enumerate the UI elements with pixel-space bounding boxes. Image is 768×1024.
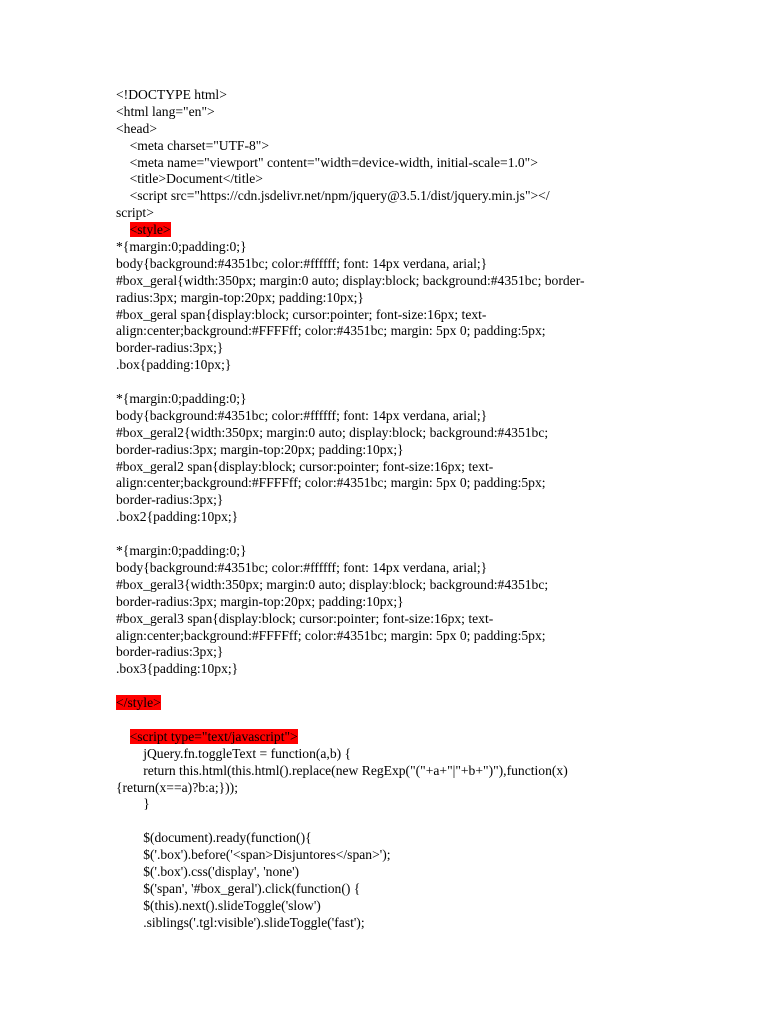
code-line: jQuery.fn.toggleText = function(a,b) { bbox=[116, 745, 352, 761]
highlighted-tag: </style> bbox=[116, 695, 161, 711]
code-line: #box_geral2{width:350px; margin:0 auto; display:block; background:#4351bc; bbox=[116, 424, 549, 440]
code-line bbox=[116, 712, 676, 729]
code-line: .box3{padding:10px;} bbox=[116, 661, 239, 677]
code-line: border-radius:3px;} bbox=[116, 340, 224, 356]
code-line bbox=[116, 374, 676, 391]
code-line: align:center;background:#FFFFff; color:#4351bc; margin: 5px 0; padding:5px; bbox=[116, 475, 546, 491]
code-line: .box{padding:10px;} bbox=[116, 357, 232, 373]
code-line: #box_geral{width:350px; margin:0 auto; display:block; background:#4351bc; border- bbox=[116, 272, 585, 288]
code-line: #box_geral3{width:350px; margin:0 auto; display:block; background:#4351bc; bbox=[116, 576, 549, 592]
code-line bbox=[116, 729, 676, 746]
code-line: #box_geral span{display:block; cursor:pointer; font-size:16px; text- bbox=[116, 306, 487, 322]
code-line bbox=[116, 222, 676, 239]
code-line: radius:3px; margin-top:20px; padding:10px;} bbox=[116, 289, 364, 305]
code-line: *{margin:0;padding:0;} bbox=[116, 391, 247, 407]
code-line: body{background:#4351bc; color:#ffffff; font: 14px verdana, arial;} bbox=[116, 255, 488, 271]
code-line: $('span', '#box_geral').click(function() { bbox=[116, 880, 361, 896]
code-line: $('.box').css('display', 'none') bbox=[116, 863, 300, 879]
code-line: script> bbox=[116, 205, 154, 221]
code-line: #box_geral2 span{display:block; cursor:pointer; font-size:16px; text- bbox=[116, 458, 494, 474]
code-line: {return(x==a)?b:a;})); bbox=[116, 779, 238, 795]
code-line: .box2{padding:10px;} bbox=[116, 509, 239, 525]
code-line bbox=[116, 678, 676, 695]
code-line: <head> bbox=[116, 120, 157, 136]
code-line: <meta name="viewport" content="width=device-width, initial-scale=1.0"> bbox=[116, 154, 538, 170]
code-line bbox=[116, 526, 676, 543]
code-line: <title>Document</title> bbox=[116, 171, 263, 187]
code-line: *{margin:0;padding:0;} bbox=[116, 239, 247, 255]
code-line: <meta charset="UTF-8"> bbox=[116, 137, 270, 153]
code-line bbox=[116, 695, 676, 712]
code-line: border-radius:3px;} bbox=[116, 492, 224, 508]
code-line: <!DOCTYPE html> bbox=[116, 87, 227, 102]
code-listing bbox=[116, 87, 676, 932]
line-indent bbox=[116, 222, 130, 237]
code-line: return this.html(this.html().replace(new RegExp("("+a+"|"+b+")"),function(x) bbox=[116, 762, 568, 778]
code-line: } bbox=[116, 796, 150, 812]
code-line: $(document).ready(function(){ bbox=[116, 830, 312, 846]
highlighted-tag: <script type="text/javascript"> bbox=[129, 728, 298, 744]
code-line: border-radius:3px;} bbox=[116, 644, 224, 660]
code-line: border-radius:3px; margin-top:20px; padding:10px;} bbox=[116, 593, 404, 609]
code-line: border-radius:3px; margin-top:20px; padding:10px;} bbox=[116, 441, 404, 457]
code-line: body{background:#4351bc; color:#ffffff; font: 14px verdana, arial;} bbox=[116, 407, 488, 423]
code-line: $(this).next().slideToggle('slow') bbox=[116, 897, 321, 913]
line-indent bbox=[116, 729, 130, 744]
code-line: #box_geral3 span{display:block; cursor:pointer; font-size:16px; text- bbox=[116, 610, 494, 626]
code-line: body{background:#4351bc; color:#ffffff; font: 14px verdana, arial;} bbox=[116, 559, 488, 575]
code-line: align:center;background:#FFFFff; color:#4351bc; margin: 5px 0; padding:5px; bbox=[116, 323, 546, 339]
highlighted-tag: <style> bbox=[129, 222, 171, 238]
code-line: .siblings('.tgl:visible').slideToggle('fast'); bbox=[116, 914, 365, 930]
code-line: $('.box').before('<span>Disjuntores</span>'); bbox=[116, 847, 391, 863]
code-line bbox=[116, 813, 676, 830]
code-line: align:center;background:#FFFFff; color:#4351bc; margin: 5px 0; padding:5px; bbox=[116, 627, 546, 643]
code-line: <script src="https://cdn.jsdelivr.net/npm/jquery@3.5.1/dist/jquery.min.js"></ bbox=[116, 188, 550, 204]
code-line: <html lang="en"> bbox=[116, 103, 215, 119]
code-line: *{margin:0;padding:0;} bbox=[116, 543, 247, 559]
